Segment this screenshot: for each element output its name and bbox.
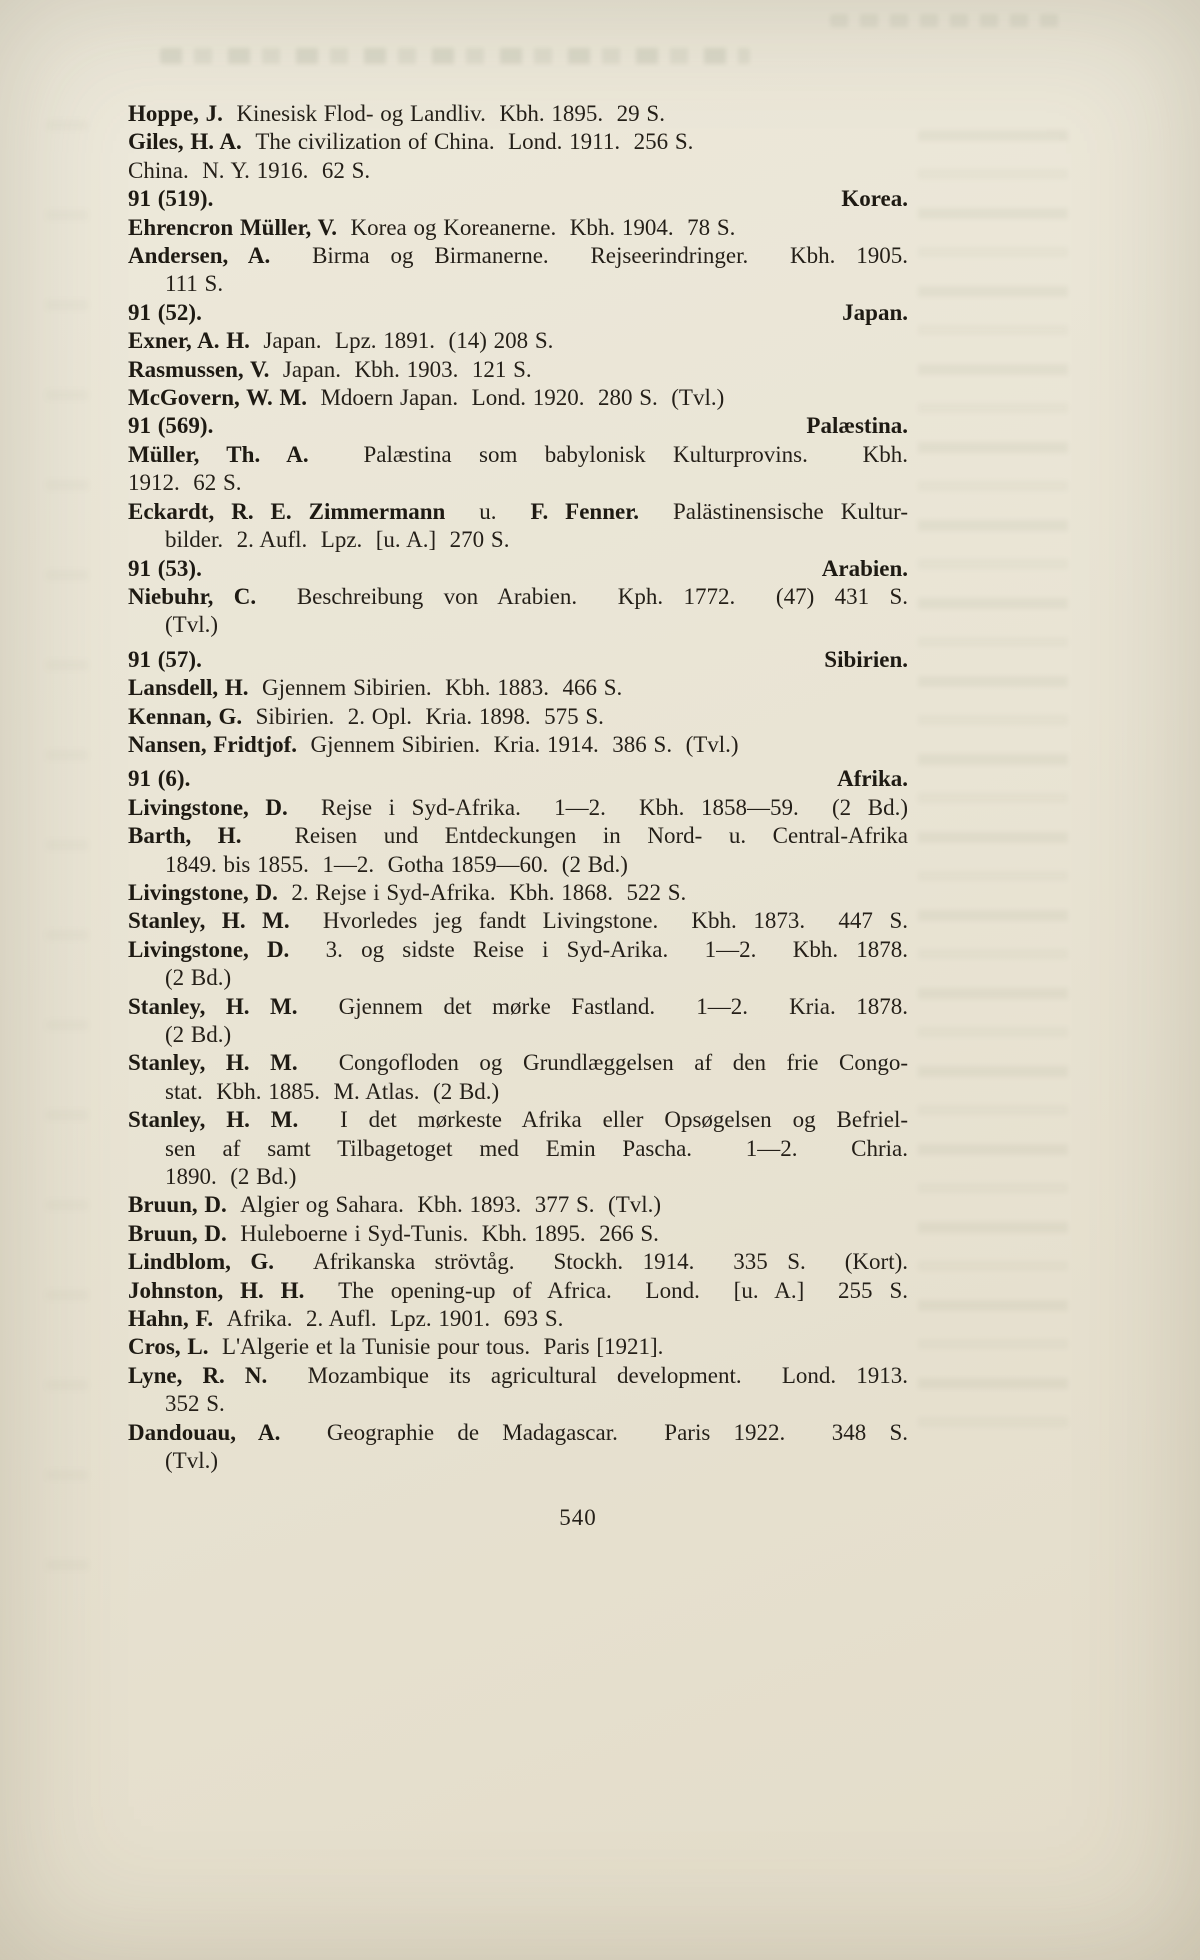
section-number: 91 (6). bbox=[128, 766, 191, 792]
bibliography-entry bbox=[128, 128, 908, 156]
bibliography-entry bbox=[128, 498, 908, 526]
entry-text: Reisen und Entdeckungen in Nord- u. Central-Afrika bbox=[294, 823, 909, 849]
entry-text: Afrikanska strövtåg. Stockh. 1914. 335 S. (Kort). bbox=[312, 1249, 908, 1275]
bibliography-entry bbox=[128, 936, 908, 964]
entry-continuation-line bbox=[128, 1021, 908, 1049]
entry-author: Exner, A. H. bbox=[128, 328, 264, 354]
entry-continuation-line bbox=[128, 1447, 908, 1475]
entry-author: Rasmussen, V. bbox=[128, 356, 283, 382]
entry-text: (2 Bd.) bbox=[165, 965, 232, 991]
entry-text: Mdoern Japan. Lond. 1920. 280 S. (Tvl.) bbox=[320, 385, 725, 411]
bibliography-entry bbox=[128, 1362, 908, 1390]
entry-author: Stanley, H. M. bbox=[128, 993, 339, 1019]
entry-text: (Tvl.) bbox=[165, 612, 219, 638]
section-region-label: Korea. bbox=[841, 186, 908, 212]
entry-text: Kinesisk Flod- og Landliv. Kbh. 1895. 29 S. bbox=[236, 101, 665, 126]
section-heading bbox=[128, 299, 908, 327]
entry-text: u. bbox=[479, 498, 531, 524]
entry-text: Birma og Birmanerne. Rejseerindringer. Kbh. 1905. bbox=[312, 243, 908, 269]
entry-text: 111 S. bbox=[165, 271, 224, 297]
entry-continuation-line bbox=[128, 157, 908, 185]
entry-author: Giles, H. A. bbox=[128, 129, 256, 155]
entry-author: Andersen, A. bbox=[128, 243, 313, 269]
entry-text: sen af samt Tilbagetoget med Emin Pascha. 1—2. Chria. bbox=[165, 1135, 908, 1161]
bibliography-entry bbox=[128, 242, 908, 270]
section-number: 91 (519). bbox=[128, 186, 214, 212]
bibliography-text-block bbox=[128, 100, 908, 1476]
bibliography-entry bbox=[128, 1220, 908, 1248]
entry-author: F. Fenner. bbox=[530, 498, 674, 524]
entry-continuation-line bbox=[128, 1078, 908, 1106]
bibliography-entry bbox=[128, 1305, 908, 1333]
bibliography-entry bbox=[128, 879, 908, 907]
entry-text: 352 S. bbox=[165, 1391, 225, 1417]
entry-continuation-line bbox=[128, 1135, 908, 1163]
section-number: 91 (57). bbox=[128, 646, 202, 672]
bibliography-entry bbox=[128, 356, 908, 384]
entry-text: China. N. Y. 1916. 62 S. bbox=[128, 157, 371, 183]
entry-author: Stanley, H. M. bbox=[128, 908, 323, 934]
entry-text: Sibirien. 2. Opl. Kria. 1898. 575 S. bbox=[255, 703, 604, 729]
bibliography-entry bbox=[128, 583, 908, 611]
bleed-through-artifact bbox=[46, 120, 88, 1620]
bibliography-entry bbox=[128, 1333, 908, 1361]
bibliography-entry bbox=[128, 1248, 908, 1276]
entry-author: Stanley, H. M. bbox=[128, 1050, 339, 1076]
entry-continuation-line bbox=[128, 964, 908, 992]
bibliography-entry bbox=[128, 674, 908, 702]
entry-text: Japan. Lpz. 1891. (14) 208 S. bbox=[263, 328, 554, 354]
section-region-label: Arabien. bbox=[821, 555, 908, 581]
entry-author: Livingstone, D. bbox=[128, 794, 321, 820]
bibliography-entry bbox=[128, 907, 908, 935]
section-region-label: Sibirien. bbox=[824, 646, 908, 672]
entry-text: L'Algerie et la Tunisie pour tous. Paris [1921]. bbox=[221, 1334, 664, 1360]
entry-author: Livingstone, D. bbox=[128, 936, 326, 962]
entry-author: Bruun, D. bbox=[128, 1220, 241, 1246]
entry-author: Kennan, G. bbox=[128, 703, 256, 729]
section-region-label: Japan. bbox=[842, 299, 908, 325]
entry-author: Dandouau, A. bbox=[128, 1419, 327, 1445]
entry-text: (Tvl.) bbox=[165, 1448, 219, 1474]
entry-text: 3. og sidste Reise i Syd-Arika. 1—2. Kbh. 1878. bbox=[325, 936, 908, 962]
entry-author: Hahn, F. bbox=[128, 1306, 227, 1332]
entry-continuation-line bbox=[128, 270, 908, 298]
bibliography-entry bbox=[128, 822, 908, 850]
entry-author: Eckardt, R. E. Zimmermann bbox=[128, 498, 480, 524]
entry-text: Japan. Kbh. 1903. 121 S. bbox=[282, 356, 532, 382]
entry-text: stat. Kbh. 1885. M. Atlas. (2 Bd.) bbox=[165, 1078, 500, 1104]
entry-author: Lansdell, H. bbox=[128, 675, 263, 701]
bibliography-entry bbox=[128, 1106, 908, 1134]
entry-text: Mozambique its agricultural development. Lond. 1913. bbox=[307, 1362, 909, 1388]
entry-continuation-line bbox=[128, 611, 908, 639]
entry-author: Cros, L. bbox=[128, 1334, 222, 1360]
bibliography-entry bbox=[128, 214, 908, 242]
entry-author: McGovern, W. M. bbox=[128, 385, 321, 411]
section-number: 91 (53). bbox=[128, 555, 202, 581]
entry-continuation-line bbox=[128, 1390, 908, 1418]
entry-text: Gjennem det mørke Fastland. 1—2. Kria. 1878. bbox=[338, 993, 908, 1019]
entry-text: 1849. bis 1855. 1—2. Gotha 1859—60. (2 Bd.) bbox=[165, 851, 628, 877]
entry-author: Ehrencron Müller, V. bbox=[128, 214, 351, 240]
page-number: 540 bbox=[559, 1505, 597, 1530]
bibliography-entry bbox=[128, 1419, 908, 1447]
entry-author: Barth, H. bbox=[128, 823, 295, 849]
entry-text: 1890. (2 Bd.) bbox=[165, 1164, 297, 1190]
entry-continuation-line bbox=[128, 851, 908, 879]
entry-text: Huleboerne i Syd-Tunis. Kbh. 1895. 266 S. bbox=[240, 1220, 659, 1246]
section-heading bbox=[128, 646, 908, 674]
section-heading bbox=[128, 765, 908, 793]
entry-text: Gjennem Sibirien. Kria. 1914. 386 S. (Tvl.) bbox=[310, 731, 739, 757]
entry-text: (2 Bd.) bbox=[165, 1022, 232, 1047]
bibliography-entry bbox=[128, 384, 908, 412]
entry-author: Bruun, D. bbox=[128, 1192, 241, 1218]
bibliography-entry bbox=[128, 731, 908, 759]
section-heading bbox=[128, 185, 908, 213]
entry-author: Johnston, H. H. bbox=[128, 1277, 339, 1303]
entry-author: Lyne, R. N. bbox=[128, 1362, 308, 1388]
entry-text: Afrika. 2. Aufl. Lpz. 1901. 693 S. bbox=[226, 1306, 564, 1332]
bibliography-entry bbox=[128, 1049, 908, 1077]
entry-text: Gjennem Sibirien. Kbh. 1883. 466 S. bbox=[262, 675, 623, 701]
entry-text: 2. Rejse i Syd-Afrika. Kbh. 1868. 522 S. bbox=[291, 879, 687, 905]
entry-author: Müller, Th. A. bbox=[128, 441, 364, 467]
entry-text: The civilization of China. Lond. 1911. 256 S. bbox=[255, 129, 694, 155]
entry-continuation-line bbox=[128, 469, 908, 497]
entry-continuation-line bbox=[128, 1163, 908, 1191]
entry-continuation-line bbox=[128, 526, 908, 554]
bibliography-entry bbox=[128, 794, 908, 822]
entry-text: Geographie de Madagascar. Paris 1922. 348 S. bbox=[326, 1419, 908, 1445]
entry-text: Palästinensische Kultur- bbox=[673, 498, 908, 524]
entry-author: Livingstone, D. bbox=[128, 879, 292, 905]
entry-text: Palæstina som babylonisk Kulturprovins. Kbh. bbox=[363, 441, 908, 467]
entry-text: Korea og Koreanerne. Kbh. 1904. 78 S. bbox=[350, 214, 736, 240]
bibliography-entry bbox=[128, 703, 908, 731]
section-number: 91 (569). bbox=[128, 413, 214, 439]
entry-text: 1912. 62 S. bbox=[128, 470, 242, 496]
entry-author: Hoppe, J. bbox=[128, 101, 237, 126]
bibliography-entry bbox=[128, 327, 908, 355]
entry-text: The opening-up of Africa. Lond. [u. A.] 255 S. bbox=[338, 1277, 908, 1303]
bleed-through-artifact bbox=[160, 48, 750, 64]
entry-text: Congofloden og Grundlæggelsen af den frie Congo- bbox=[338, 1050, 908, 1076]
entry-author: Nansen, Fridtjof. bbox=[128, 731, 311, 757]
section-region-label: Palæstina. bbox=[806, 413, 908, 439]
section-heading bbox=[128, 412, 908, 440]
bibliography-entry bbox=[128, 1277, 908, 1305]
entry-text: Algier og Sahara. Kbh. 1893. 377 S. (Tvl.) bbox=[240, 1192, 662, 1218]
section-heading bbox=[128, 555, 908, 583]
entry-author: Lindblom, G. bbox=[128, 1249, 313, 1275]
bibliography-entry bbox=[128, 1191, 908, 1219]
section-number: 91 (52). bbox=[128, 299, 202, 325]
entry-author: Stanley, H. M. bbox=[128, 1107, 341, 1133]
entry-text: Hvorledes jeg fandt Livingstone. Kbh. 1873. 447 S. bbox=[322, 908, 908, 934]
bleed-through-artifact bbox=[830, 14, 1060, 27]
bibliography-entry bbox=[128, 993, 908, 1021]
bibliography-entry bbox=[128, 441, 908, 469]
bibliography-entry bbox=[128, 100, 908, 128]
entry-author: Niebuhr, C. bbox=[128, 583, 297, 609]
entry-text: bilder. 2. Aufl. Lpz. [u. A.] 270 S. bbox=[165, 527, 510, 553]
bleed-through-artifact bbox=[918, 130, 1068, 1440]
section-region-label: Afrika. bbox=[837, 766, 908, 792]
entry-text: Beschreibung von Arabien. Kph. 1772. (47) 431 S. bbox=[296, 583, 908, 609]
entry-text: Rejse i Syd-Afrika. 1—2. Kbh. 1858—59. (2 Bd.) bbox=[320, 794, 908, 820]
entry-text: I det mørkeste Afrika eller Opsøgelsen og Befriel- bbox=[340, 1107, 909, 1133]
